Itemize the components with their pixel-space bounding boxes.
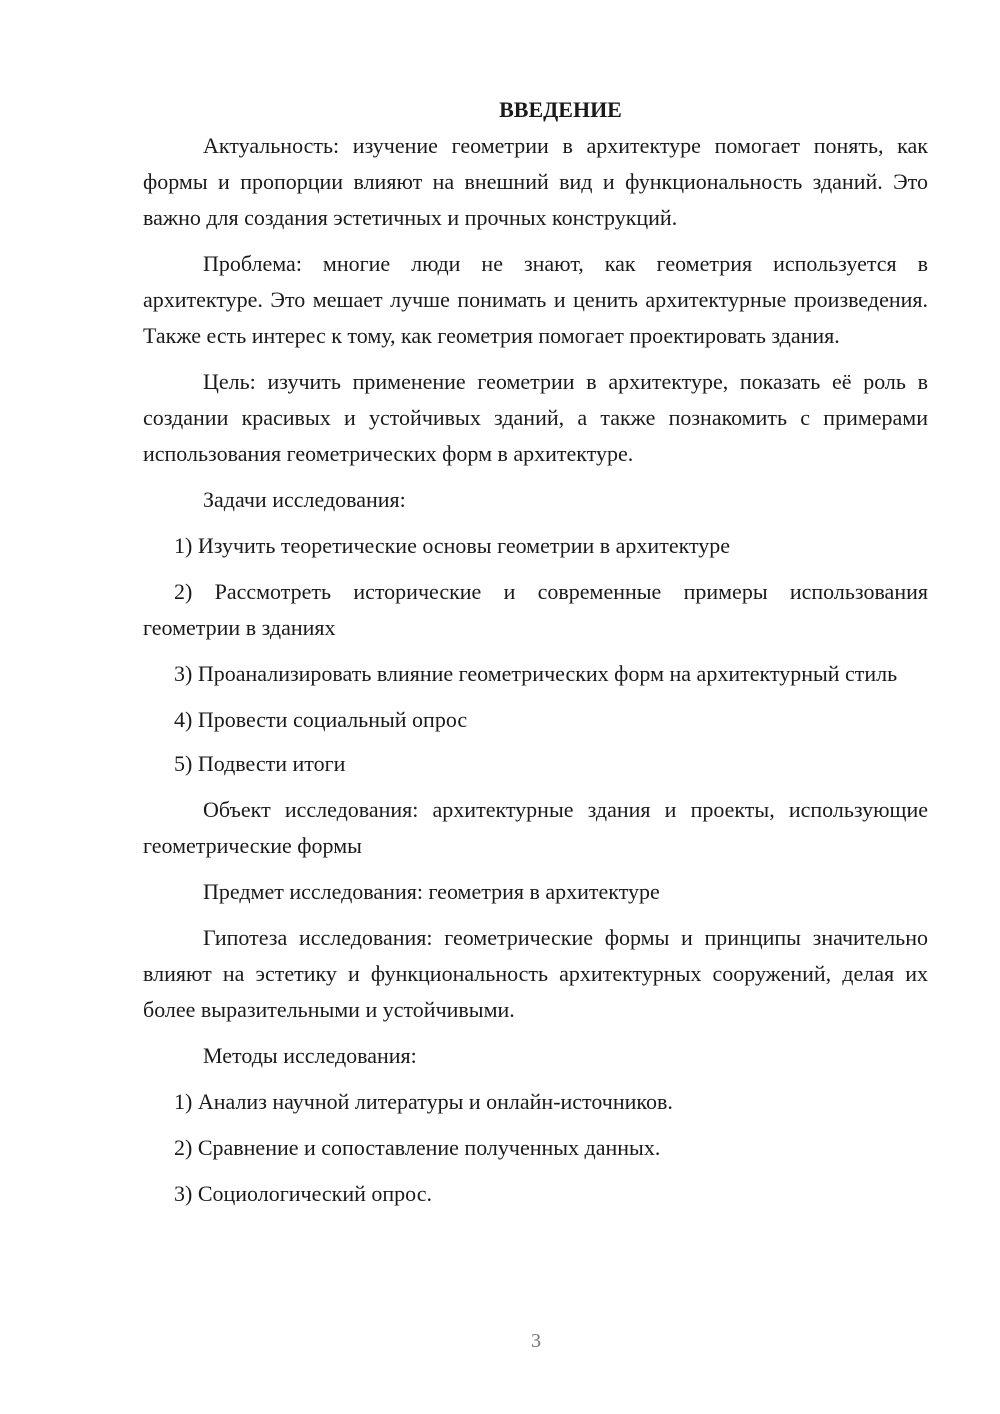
paragraph-relevance: Актуальность: изучение геометрии в архитектуре помогает понять, как формы и пропорции влияют на внешний вид и функциональность зданий. Это важно для создания эстетичных и прочных конструкций. bbox=[143, 133, 928, 230]
task-item-3: 3) Проанализировать влияние геометрических форм на архитектурный стиль bbox=[174, 661, 898, 686]
page-number: 3 bbox=[531, 1330, 541, 1352]
method-item-2: 2) Сравнение и сопоставление полученных данных. bbox=[174, 1135, 661, 1160]
section-title bbox=[143, 92, 928, 128]
paragraph-object: Объект исследования: архитектурные здания и проекты, использующие геометрические формы bbox=[143, 797, 928, 858]
paragraph-goal: Цель: изучить применение геометрии в архитектуре, показать её роль в создании красивых и устойчивых зданий, а также познакомить с примерами использования геометрических форм в архитектуре. bbox=[143, 369, 928, 466]
methods-heading: Методы исследования: bbox=[203, 1043, 417, 1068]
document-page bbox=[143, 92, 928, 1212]
task-item-1: 1) Изучить теоретические основы геометрии в архитектуре bbox=[174, 533, 731, 558]
task-item-2: 2) Рассмотреть исторические и современные примеры использования геометрии в зданиях bbox=[143, 579, 928, 640]
method-item-1: 1) Анализ научной литературы и онлайн-источников. bbox=[174, 1089, 673, 1114]
paragraph-hypothesis: Гипотеза исследования: геометрические формы и принципы значительно влияют на эстетику и функциональность архитектурных сооружений, делая их более выразительными и устойчивыми. bbox=[143, 925, 928, 1022]
section-title-text: ВВЕДЕНИЕ bbox=[499, 97, 622, 122]
task-item-4: 4) Провести социальный опрос bbox=[174, 707, 468, 732]
paragraph-problem: Проблема: многие люди не знают, как геометрия используется в архитектуре. Это мешает лучше понимать и ценить архитектурные произведения. Также есть интерес к тому, как геометрия помогает проектировать здания. bbox=[143, 251, 928, 348]
task-item-5: 5) Подвести итоги bbox=[174, 751, 346, 776]
paragraph-subject: Предмет исследования: геометрия в архитектуре bbox=[203, 879, 660, 904]
method-item-3: 3) Социологический опрос. bbox=[174, 1181, 432, 1206]
tasks-heading: Задачи исследования: bbox=[203, 487, 406, 512]
